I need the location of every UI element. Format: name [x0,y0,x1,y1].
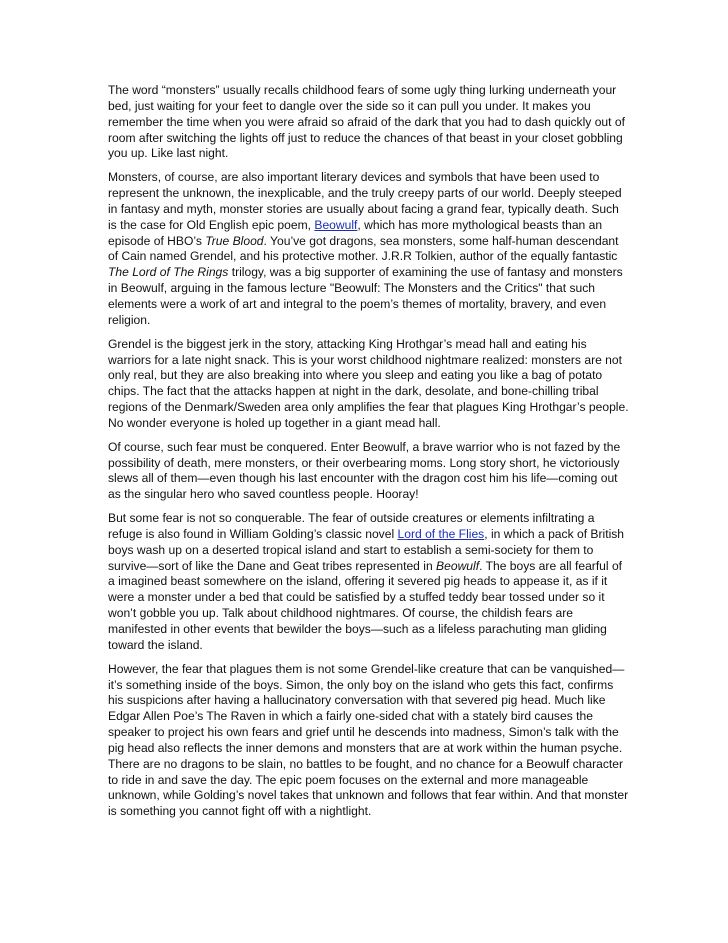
paragraph-text: . You’ve got dragons, sea monsters, some half-human descendant of Cain named Grendel, and his protective mother. J.R.R Tolkien, author of the equally fantastic [108,233,619,264]
paragraph-lord-of-the-flies [108,511,630,654]
paragraph-text: . The boys are all fearful of a imagined beast somewhere on the island, offering it severed pig heads to appease it, as if it were a monster under a bed that could be satisfied by a stuffed teddy bear tossed under so it won’t gobble you up. Talk about childhood nightmares. Of course, the childish fears are manifested in other events that bewilder the boys—such as a lifeless parachuting man gliding toward the island. [108,558,623,652]
document-page [108,83,630,828]
paragraph-text: , in which a pack of British boys wash up on a deserted tropical island and start to establish a semi-society for them to survive—sort of like the Dane and Geat tribes represented in [108,526,625,573]
paragraph-intro: The word “monsters” usually recalls childhood fears of some ugly thing lurking underneath your bed, just waiting for your feet to dangle over the side so it can pull you under. It makes you remember the time when you were afraid so afraid of the dark that you had to dash quickly out of room after switching the lights off just to reduce the chances of that beast in your closet gobbling you up. Like last night. [108,83,625,161]
paragraph-beowulf-hero: Of course, such fear must be conquered. Enter Beowulf, a brave warrior who is not fazed by the possibility of death, mere monsters, or their overbearing moms. Long story short, he victoriously slews all of them—even though his last encounter with the dragon cost him his life—coming out as the singular hero who saved countless people. Hooray! [108,439,621,502]
beowulf-link[interactable]: Beowulf [314,217,358,232]
paragraph-grendel: Grendel is the biggest jerk in the story, attacking King Hrothgar’s mead hall and eating his warriors for a late night snack. This is your worst childhood nightmare realized: monsters are not only real, but they are also breaking into where you sleep and eating you like a bag of potato chips. The fact that the attacks happen at night in the dark, desolate, and bone-chilling tribal regions of the Denmark/Sweden area only amplifies the fear that plagues King Hrothgar’s people. No wonder everyone is holed up together in a giant mead hall. [108,336,629,430]
italic-title: True Blood [205,233,264,248]
lord-of-the-flies-link[interactable]: Lord of the Flies [397,526,485,541]
italic-title: Beowulf [436,558,480,573]
paragraph-text: Monsters, of course, are also important literary devices and symbols that have been used to represent the unknown, the inexplicable, and the truly creepy parts of our world. Deeply steeped in fantasy and myth, monster stories are usually about facing a grand fear, typically death. Such is the case for Old English epic poem, [108,170,622,232]
paragraph-conclusion: However, the fear that plagues them is not some Grendel-like creature that can be vanquished—it’s something inside of the boys. Simon, the only boy on the island who gets this fact, confirms his suspicions after having a hallucinatory conversation with that severed pig head. Much like Edgar Allen Poe’s The Raven in which a fairly one-sided chat with a stately bird causes the speaker to project his own fears and grief until he descends into madness, Simon’s talk with the pig head also reflects the inner demons and monsters that are at work within the human psyche. There are no dragons to be slain, no battles to be fought, and no chance for a Beowulf character to ride in and save the day. The epic poem focuses on the external and more manageable unknown, while Golding’s novel takes that unknown and follows that fear within. And that monster is something you cannot fight off with a nightlight. [108,661,629,819]
italic-title: The Lord of The Rings [108,265,229,280]
paragraph-text: , which has more mythological beasts than an episode of HBO’s [108,217,603,248]
paragraph-monsters-literary [108,170,630,328]
paragraph-text: trilogy, was a big supporter of examining the use of fantasy and monsters in Beowulf, arguing in the famous lecture "Beowulf: The Monsters and the Critics" that such elements were a work of art and integral to the poem’s themes of mortality, bravery, and even religion. [108,265,623,327]
paragraph-text: But some fear is not so conquerable. The fear of outside creatures or elements infiltrating a refuge is also found in William Golding’s classic novel [108,511,595,541]
